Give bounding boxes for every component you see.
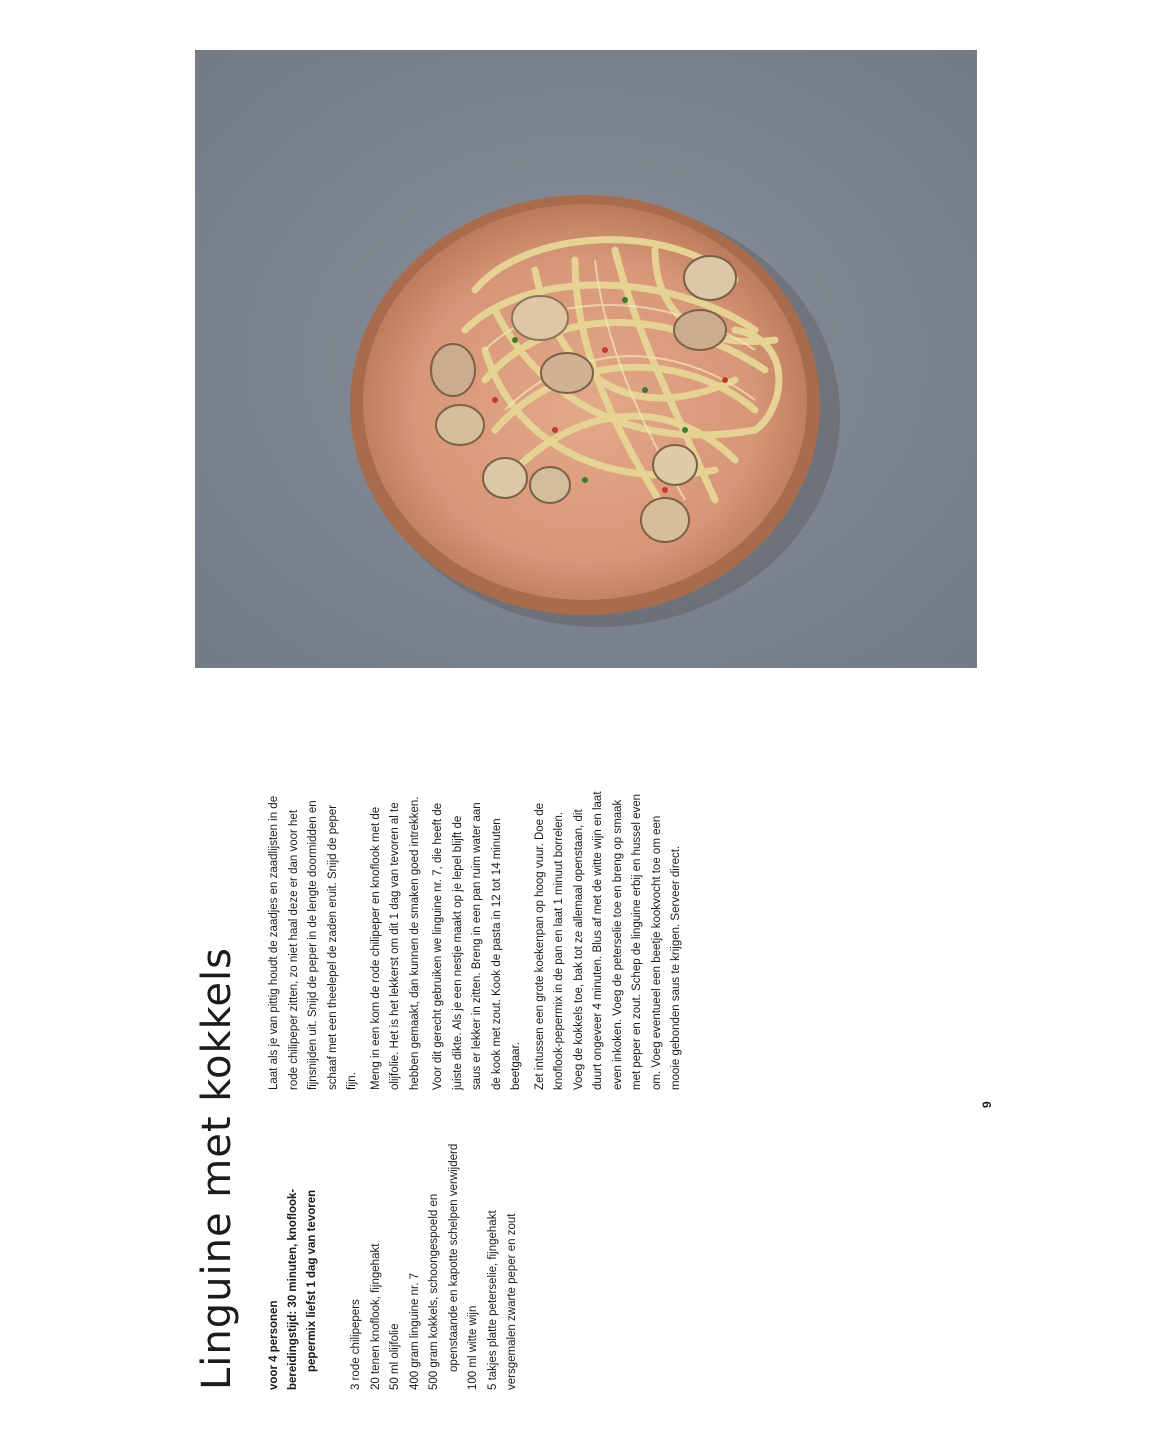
ingredient-item	[367, 1130, 387, 1390]
method-steps	[265, 790, 691, 1090]
ingredient-item	[503, 1130, 523, 1390]
ingredient-item	[406, 1130, 426, 1390]
recipe-text-block	[195, 740, 755, 1390]
ingredient-item	[386, 1130, 406, 1390]
ingredient-text: 5 takjes platte peterselie, fijngehakt	[486, 1210, 499, 1390]
ingredient-text: 50 ml olijfolie	[389, 1323, 401, 1390]
ingredient-item	[464, 1130, 484, 1390]
method-paragraph: Meng in een kom de rode chilipeper en knoflook met de olijfolie. Het is het lekkerst om dit 1 dag van tevoren al te hebben gemaakt, dan kunnen de smaken goed intrekken.	[369, 796, 421, 1090]
ingredient-text: 100 ml witte wijn	[467, 1305, 479, 1390]
prep-time-line-2: pepermix liefst 1 dag van tevoren	[306, 1189, 318, 1372]
pasta-plate-illustration	[195, 50, 977, 668]
method-paragraph: Zet intussen een grote koekenpan op hoog vuur. Doe de knoflook-pepermix in de pan en laat 1 minuut borrelen. Voeg de kokkels toe, bak tot ze allemaal openstaan, dit duurt ongeveer 4 minuten. Blus af met de witte wijn en laat even inkoken. Voeg de peterselie toe en breng op smaak met peper en zout. Schep de linguine erbij en hussel even om. Voeg eventueel een beetje kookvocht toe om een mooie gebonden saus te krijgen. Serveer direct.	[533, 791, 682, 1090]
prep-time-line-1: bereidingstijd: 30 minuten, knoflook-	[287, 1188, 299, 1390]
ingredient-text: 3 rode chilipepers	[350, 1299, 362, 1390]
ingredient-item	[425, 1130, 464, 1390]
method-paragraph: Laat als je van pittig houdt de zaadjes en zaadlijsten in de rode chilipeper zitten, zo niet haal deze er dan voor het fijnsnijden uit. Snijd de peper in de lengte doormidden en schaaf met een theelepel de zaden eruit. Snijd de peper fijn.	[268, 795, 358, 1090]
recipe-title: Linguine met kokkels	[194, 947, 240, 1390]
ingredient-item	[484, 1130, 504, 1390]
ingredient-list	[347, 1130, 523, 1390]
food-photo	[195, 50, 977, 668]
ingredient-text: versgemalen zwarte peper en zout	[506, 1213, 518, 1390]
ingredient-item	[347, 1130, 367, 1390]
servings: voor 4 personen	[268, 1300, 280, 1390]
ingredient-text: 400 gram linguine nr. 7	[408, 1273, 421, 1390]
ingredient-text: 20 tenen knoflook, fijngehakt	[369, 1243, 382, 1390]
method-paragraph: Voor dit gerecht gebruiken we linguine nr. 7, die heeft de juiste dikte. Als je een nestje maakt op je lepel blijft de saus er lekker in zitten. Breng in een pan ruim water aan de kook met zout. Kook de pasta in 12 tot 14 minuten beetgaar.	[432, 802, 522, 1090]
ingredient-text-continued: openstaande en kapotte schelpen verwijderd	[447, 1143, 460, 1372]
ingredient-text: 500 gram kokkels, schoongespoeld en	[428, 1193, 440, 1390]
page-number: 9	[980, 1101, 994, 1108]
recipe-meta	[265, 1130, 322, 1390]
